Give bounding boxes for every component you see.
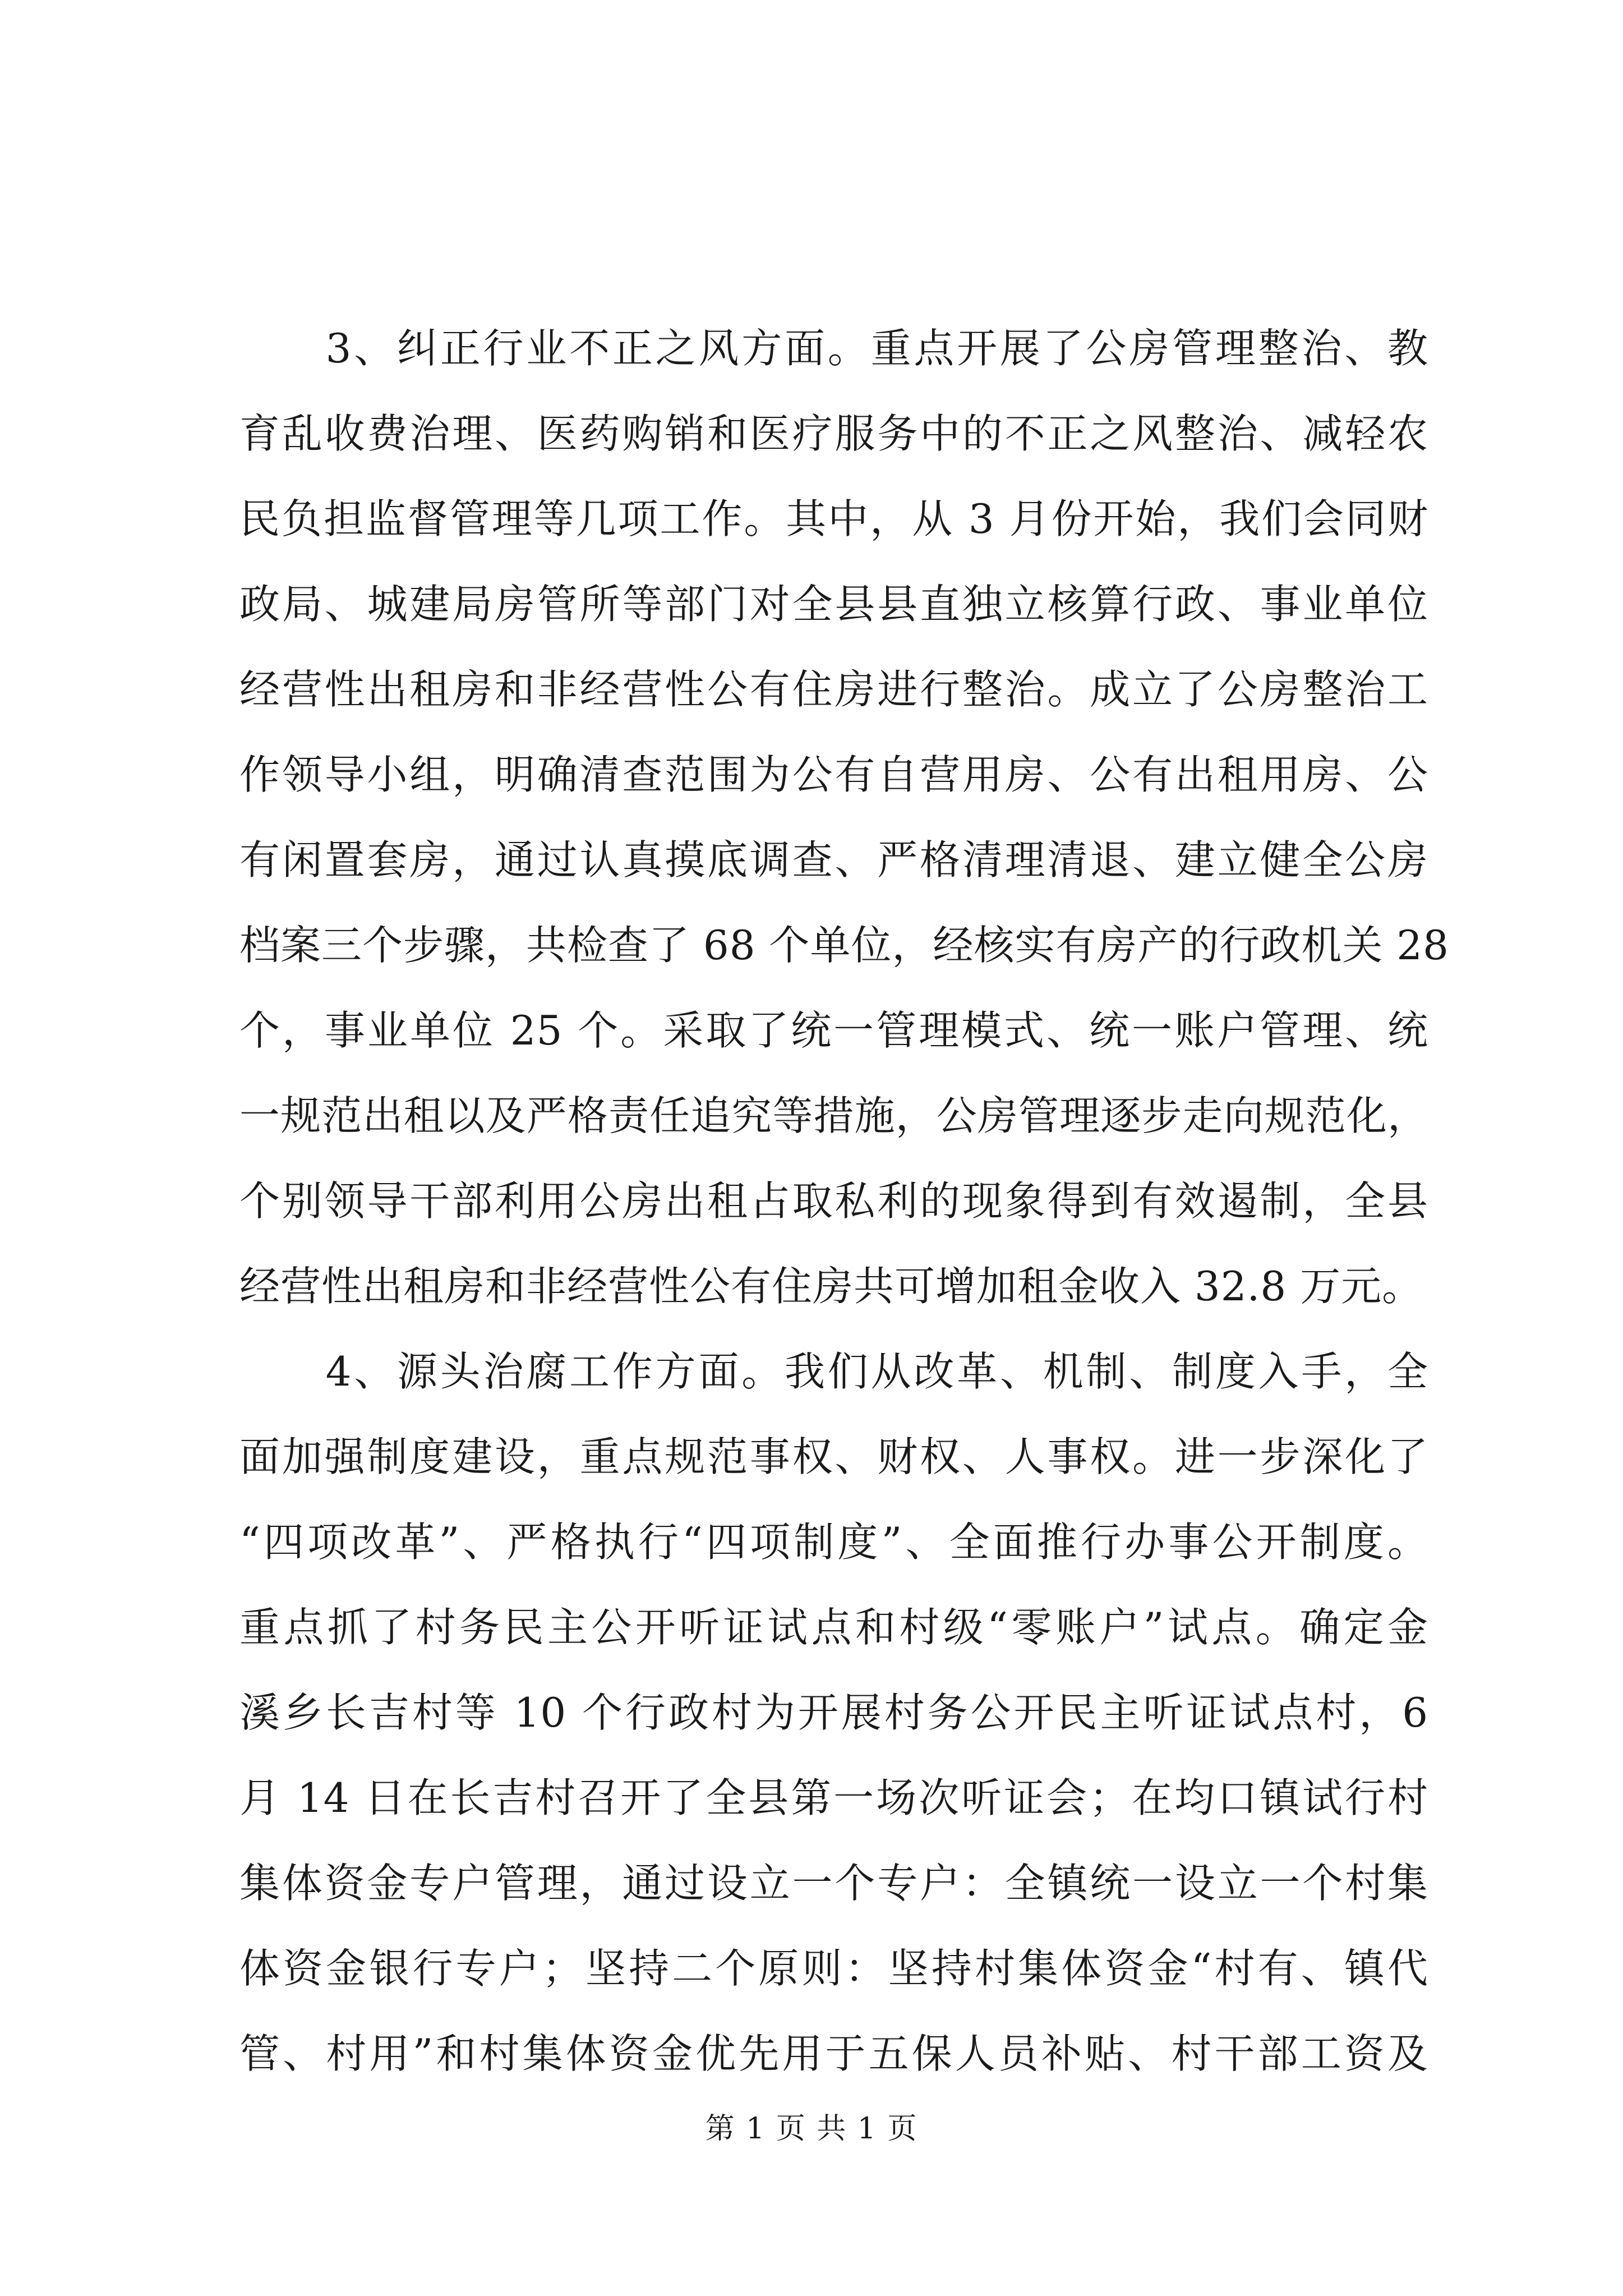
- paragraph-line: 月 14 日在长吉村召开了全县第一场次听证会；在均口镇试行村: [239, 1774, 1428, 1821]
- paragraph-3: [239, 306, 1449, 1329]
- paragraph-line: 个，事业单位 25 个。采取了统一管理模式、统一账户管理、统: [239, 1007, 1428, 1054]
- paragraph-line: “四项改革”、严格执行“四项制度”、全面推行办事公开制度。: [239, 1519, 1428, 1566]
- paragraph-line: 经营性出租房和非经营性公有住房共可增加租金收入 32.8 万元。: [239, 1263, 1423, 1310]
- paragraph-line: 3、纠正行业不正之风方面。重点开展了公房管理整治、教: [239, 325, 1428, 372]
- paragraph-line: 面加强制度建设，重点规范事权、财权、人事权。进一步深化了: [239, 1433, 1428, 1480]
- paragraph-line: 作领导小组，明确清查范围为公有自营用房、公有出租用房、公: [239, 751, 1428, 798]
- page-footer: 第 1 页 共 1 页: [705, 2112, 918, 2146]
- paragraph-line: 溪乡长吉村等 10 个行政村为开展村务公开民主听证试点村，6: [239, 1689, 1428, 1736]
- paragraph-line: 集体资金专户管理，通过设立一个专户：全镇统一设立一个村集: [239, 1860, 1428, 1907]
- paragraph-line: 经营性出租房和非经营性公有住房进行整治。成立了公房整治工: [239, 666, 1428, 713]
- paragraph-line: 育乱收费治理、医药购销和医疗服务中的不正之风整治、减轻农: [239, 410, 1428, 457]
- paragraph-line: 4、源头治腐工作方面。我们从改革、机制、制度入手，全: [239, 1348, 1428, 1395]
- paragraph-4: [239, 1329, 1428, 2096]
- paragraph-line: 政局、城建局房管所等部门对全县县直独立核算行政、事业单位: [239, 581, 1428, 628]
- paragraph-line: 个别领导干部利用公房出租占取私利的现象得到有效遏制，全县: [239, 1177, 1428, 1225]
- paragraph-line: 管、村用”和村集体资金优先用于五保人员补贴、村干部工资及: [239, 2030, 1428, 2077]
- paragraph-line: 有闲置套房，通过认真摸底调查、严格清理清退、建立健全公房: [239, 836, 1428, 884]
- paragraph-line: 一规范出租以及严格责任追究等措施，公房管理逐步走向规范化，: [239, 1092, 1428, 1139]
- paragraph-line: 体资金银行专户；坚持二个原则：坚持村集体资金“村有、镇代: [239, 1945, 1428, 1992]
- paragraph-line: 重点抓了村务民主公开听证试点和村级“零账户”试点。确定金: [239, 1604, 1428, 1651]
- paragraph-line: 档案三个步骤，共检查了 68 个单位，经核实有房产的行政机关 28: [239, 922, 1449, 969]
- document-body: [239, 306, 1449, 2096]
- paragraph-line: 民负担监督管理等几项工作。其中，从 3 月份开始，我们会同财: [239, 495, 1428, 542]
